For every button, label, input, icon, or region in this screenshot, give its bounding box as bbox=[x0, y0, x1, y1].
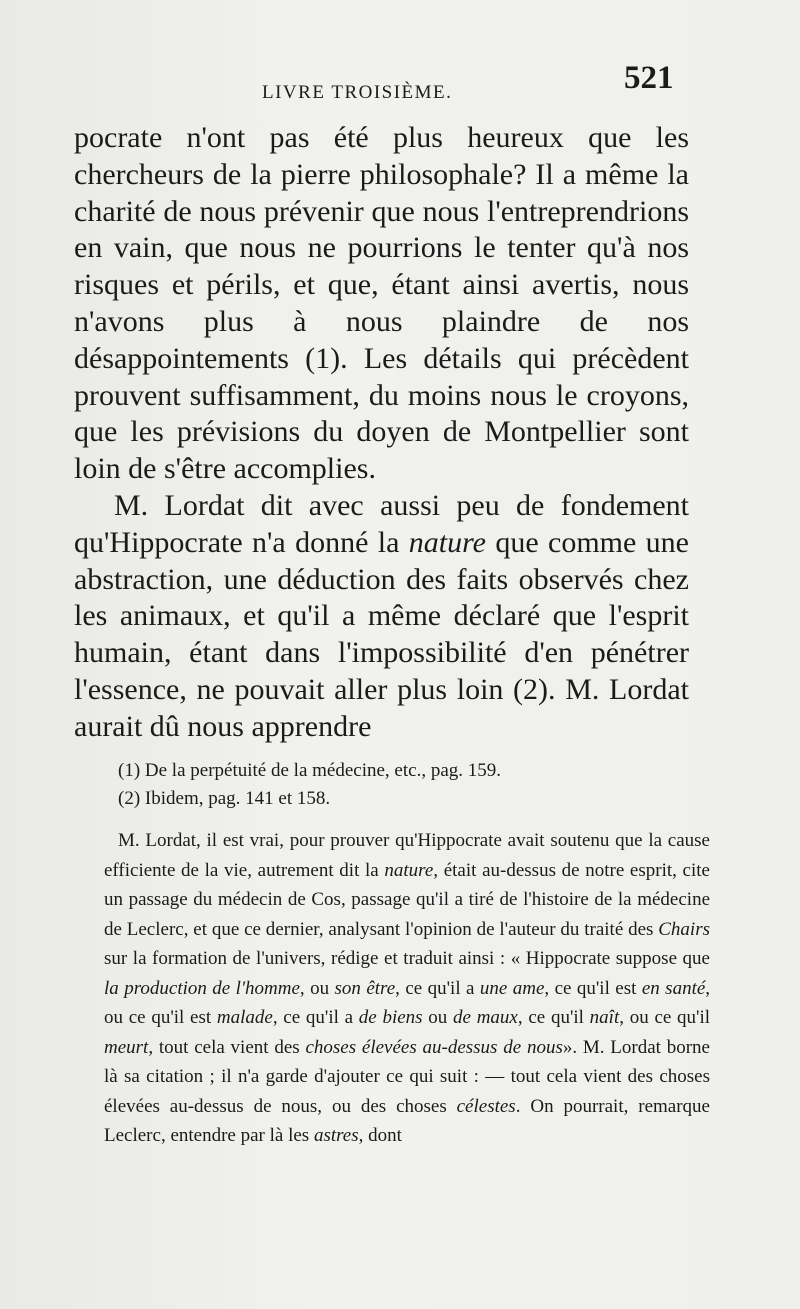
footnote-1: (1) De la perpétuité de la médecine, etc., pag. 159. bbox=[118, 760, 501, 781]
paragraph-2-italic-nature: nature bbox=[408, 525, 486, 559]
commentary-italic: une ame bbox=[479, 977, 545, 999]
paragraph-1: pocrate n'ont pas été plus heureux que les chercheurs de la pierre philosophale? Il a même la charité de nous prévenir que nous l'entreprendrions en vain, que nous ne pourrions le tenter qu'à nos risques et périls, et que, étant ainsi avertis, nous n'avons plus à nous plaindre de nos désappointements (1). Les détails qui précèdent prouvent suffisamment, du moins nous le croyons, que les prévisions du doyen de Montpellier sont loin de s'être accomplies. bbox=[74, 121, 689, 486]
commentary-text: . On pourrait, remarque Leclerc, entendre par là les bbox=[104, 1095, 710, 1146]
page-number: 521 bbox=[624, 60, 674, 96]
commentary-italic: meurt bbox=[104, 1036, 149, 1058]
commentary-text: , ce qu'il est bbox=[544, 977, 642, 999]
commentary-italic: en santé bbox=[641, 977, 706, 999]
commentary-text: , tout cela vient des bbox=[148, 1036, 306, 1058]
commentary-italic: choses élevées au-dessus de nous bbox=[305, 1036, 563, 1058]
commentary-paragraph bbox=[104, 826, 710, 1151]
paragraph-2-part-2: que comme une abstraction, une déduction des faits observés chez les animaux, et qu'il a même déclaré que l'esprit humain, étant dans l'impossibilité d'en pénétrer l'essence, ne pouvait aller plus loin (2). M. Lordat aurait dû nous apprendre bbox=[74, 525, 689, 743]
commentary-italic: astres bbox=[313, 1125, 359, 1146]
commentary-italic: naît bbox=[589, 1007, 620, 1028]
commentary-text: ou bbox=[422, 1007, 454, 1028]
commentary-text: , ce qu'il a bbox=[272, 1007, 359, 1028]
footnote-commentary bbox=[104, 826, 710, 1151]
commentary-text: était au-dessus de notre esprit, cite un passage du médecin de Cos, passage qu'il a tiré de l'histoire de la médecine de Leclerc, et que ce dernier, analysant l'opinion de l'auteur du traité des bbox=[104, 859, 710, 940]
main-text bbox=[74, 120, 689, 746]
paragraph-2 bbox=[74, 488, 689, 746]
commentary-italic: son être bbox=[334, 977, 396, 999]
commentary-italic: Chairs bbox=[658, 918, 710, 940]
commentary-text: ». M. Lordat borne là sa citation ; il n'a garde d'ajouter ce qui suit : — tout cela vient des choses élevées au-dessus de nous, ou des choses bbox=[104, 1036, 710, 1117]
running-title: LIVRE TROISIÈME. bbox=[262, 82, 453, 103]
commentary-text: , ce qu'il bbox=[517, 1007, 590, 1028]
paragraph-2-part-1: M. Lordat dit avec aussi peu de fondement qu'Hippocrate n'a donné la bbox=[74, 488, 689, 559]
footnotes bbox=[118, 757, 678, 813]
commentary-italic: malade bbox=[216, 1007, 273, 1028]
commentary-italic: la production de l'homme bbox=[104, 977, 300, 999]
commentary-italic: de maux bbox=[453, 1007, 518, 1028]
commentary-italic: célestes bbox=[456, 1095, 516, 1117]
commentary-text: , dont bbox=[358, 1125, 402, 1146]
commentary-text: M. Lordat, il est vrai, pour prouver qu'Hippocrate avait soutenu que la cause efficiente de la vie, autrement dit la bbox=[104, 830, 710, 881]
commentary-text: , ou bbox=[299, 977, 335, 999]
commentary-italic: de biens bbox=[358, 1007, 423, 1028]
commentary-text: , ou ce qu'il bbox=[619, 1007, 711, 1028]
footnote-2: (2) Ibidem, pag. 141 et 158. bbox=[118, 788, 331, 809]
commentary-text: , ou ce qu'il est bbox=[104, 977, 711, 1028]
commentary-text: , ce qu'il a bbox=[395, 977, 480, 999]
commentary-text: sur la formation de l'univers, rédige et traduit ainsi : « Hippocrate suppose que bbox=[104, 948, 710, 969]
commentary-italic: nature, bbox=[384, 859, 439, 881]
